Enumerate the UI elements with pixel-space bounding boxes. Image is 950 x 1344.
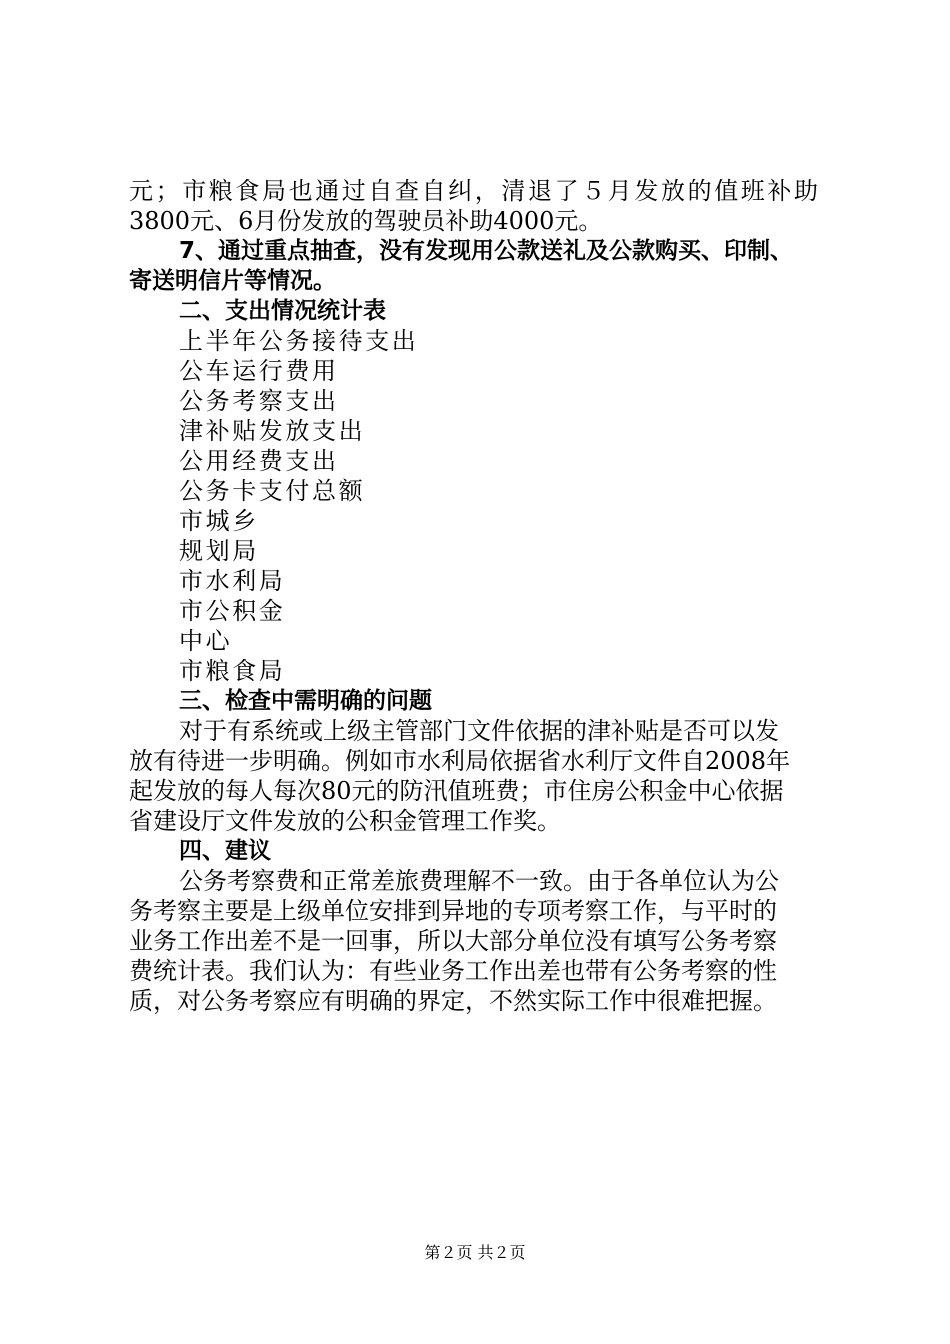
table-item: 津补贴发放支出 — [179, 417, 366, 445]
paragraph-line: 3800元、6月份发放的驾驶员补助4000元。 — [129, 207, 603, 235]
section-heading: 四、建议 — [179, 838, 271, 864]
page-number-footer: 第２页 共２页 — [424, 1243, 526, 1262]
table-item: 公车运行费用 — [179, 357, 339, 385]
table-item: 公务考察支出 — [179, 387, 339, 415]
table-item: 市水利局 — [179, 567, 286, 595]
paragraph-line: 业务工作出差不是一回事，所以大部分单位没有填写公务考察 — [129, 927, 777, 955]
table-item: 公用经费支出 — [179, 447, 339, 475]
paragraph-line: 起发放的每人每次80元的防汛值班费；市住房公积金中心依据 — [129, 777, 784, 805]
table-item: 上半年公务接待支出 — [179, 327, 419, 355]
paragraph-line: 寄送明信片等情况。 — [129, 268, 336, 294]
section-heading: 三、检查中需明确的问题 — [179, 688, 432, 714]
table-item: 公务卡支付总额 — [179, 477, 366, 505]
table-item: 市公积金 — [179, 597, 286, 625]
paragraph-line: 元；市粮食局也通过自查自纠，清退了５月发放的值班补助 — [129, 177, 821, 205]
paragraph-line: 务考察主要是上级单位安排到异地的专项考察工作，与平时的 — [129, 897, 777, 925]
document-body — [129, 176, 841, 1016]
paragraph-line: 对于有系统或上级主管部门文件依据的津补贴是否可以发 — [179, 717, 779, 745]
paragraph-line: 质，对公务考察应有明确的界定，不然实际工作中很难把握。 — [129, 987, 777, 1015]
table-item: 市城乡 — [179, 507, 259, 535]
table-item: 市粮食局 — [179, 657, 286, 685]
table-item: 中心 — [179, 627, 233, 655]
table-item: 规划局 — [179, 537, 259, 565]
paragraph-line: 放有待进一步明确。例如市水利局依据省水利厅文件自2008年 — [129, 747, 791, 775]
paragraph-line: 省建设厅文件发放的公积金管理工作奖。 — [129, 807, 561, 835]
paragraph-line: 费统计表。我们认为：有些业务工作出差也带有公务考察的性 — [129, 957, 777, 985]
section-heading: 二、支出情况统计表 — [179, 298, 386, 324]
paragraph-line: 公务考察费和正常差旅费理解不一致。由于各单位认为公 — [179, 867, 779, 895]
paragraph-line: 7、通过重点抽查，没有发现用公款送礼及公款购买、印制、 — [179, 238, 794, 264]
